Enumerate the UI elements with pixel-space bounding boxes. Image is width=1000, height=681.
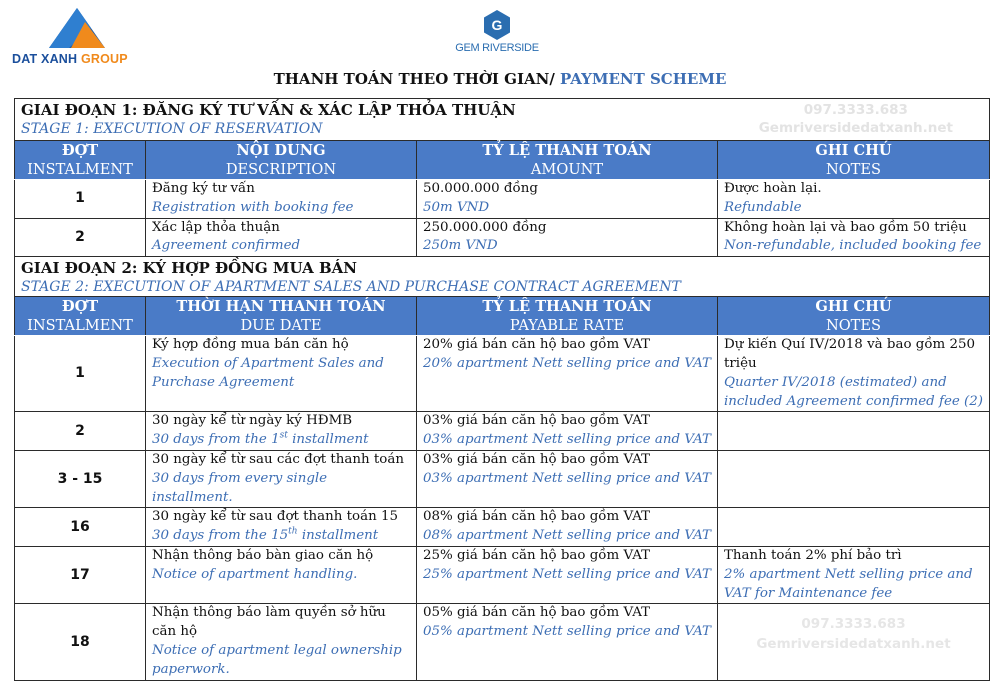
stage1-header-row bbox=[15, 141, 990, 180]
stage2-title-vn: GIAI ĐOẠN 2: KÝ HỢP ĐỒNG MUA BÁN bbox=[21, 259, 357, 278]
description-cell: Xác lập thỏa thuận Agreement confirmed bbox=[146, 218, 417, 257]
table-row bbox=[15, 546, 990, 603]
rate-cell: 05% giá bán căn hộ bao gồm VAT 05% apartment Nett selling price and VAT bbox=[417, 604, 718, 680]
notes-cell: Được hoàn lại. Refundable bbox=[718, 180, 990, 219]
due-date-cell: Nhận thông báo bàn giao căn hộ Notice of apartment handling. bbox=[146, 546, 417, 603]
header-cell: THỜI HẠN THANH TOÁN DUE DATE bbox=[146, 297, 417, 336]
header-cell: ĐỢT INSTALMENT bbox=[15, 297, 146, 336]
stage2-header-row bbox=[15, 297, 990, 336]
gem-riverside-logo bbox=[447, 10, 547, 60]
instalment-number: 16 bbox=[15, 508, 146, 547]
dat-xanh-group-logo bbox=[12, 8, 142, 68]
watermark: 097.3333.683 Gemriversidedatxanh.net bbox=[758, 102, 954, 136]
stage2-title-row bbox=[15, 257, 990, 297]
due-date-cell: 30 ngày kể từ ngày ký HĐMB 30 days from the 1st installment bbox=[146, 412, 417, 451]
instalment-number: 18 bbox=[15, 604, 146, 680]
amount-cell: 50.000.000 đồng 50m VND bbox=[417, 180, 718, 219]
amount-cell: 250.000.000 đồng 250m VND bbox=[417, 218, 718, 257]
header-cell: NỘI DUNG DESCRIPTION bbox=[146, 141, 417, 180]
instalment-number: 1 bbox=[15, 336, 146, 412]
stage1-title-vn: GIAI ĐOẠN 1: ĐĂNG KÝ TƯ VẤN & XÁC LẬP THỎA THUẬN bbox=[21, 101, 516, 119]
notes-cell: Không hoàn lại và bao gồm 50 triệu Non-refundable, included booking fee bbox=[718, 218, 990, 257]
table-row bbox=[15, 218, 990, 257]
watermark: 097.3333.683 Gemriversidedatxanh.net bbox=[756, 616, 951, 653]
header-cell: ĐỢT INSTALMENT bbox=[15, 141, 146, 180]
due-date-cell: Ký hợp đồng mua bán căn hộ Execution of Apartment Sales and Purchase Agreement bbox=[146, 336, 417, 412]
notes-cell: Dự kiến Quí IV/2018 và bao gồm 250 triệu Quarter IV/2018 (estimated) and included Agreement confirmed fee (2) bbox=[718, 336, 990, 412]
instalment-number: 1 bbox=[15, 180, 146, 219]
instalment-number: 3 - 15 bbox=[15, 450, 146, 507]
due-date-cell: Nhận thông báo làm quyền sở hữu căn hộ Notice of apartment legal ownership paperwork. bbox=[146, 604, 417, 680]
table-row bbox=[15, 604, 990, 680]
header-cell: TỶ LỆ THANH TOÁN PAYABLE RATE bbox=[417, 297, 718, 336]
rate-cell: 20% giá bán căn hộ bao gồm VAT 20% apartment Nett selling price and VAT bbox=[417, 336, 718, 412]
triangle-mountain-logo-icon bbox=[47, 8, 107, 50]
header-cell: GHI CHÚ NOTES bbox=[718, 141, 990, 180]
hexagon-g-logo-icon bbox=[483, 10, 511, 40]
header-cell: GHI CHÚ NOTES bbox=[718, 297, 990, 336]
payment-scheme-table bbox=[14, 98, 990, 681]
company-name: DAT XANH GROUP bbox=[12, 52, 128, 66]
instalment-number: 2 bbox=[15, 412, 146, 451]
notes-cell bbox=[718, 450, 990, 507]
instalment-number: 2 bbox=[15, 218, 146, 257]
header-cell: TỶ LỆ THANH TOÁN AMOUNT bbox=[417, 141, 718, 180]
rate-cell: 08% giá bán căn hộ bao gồm VAT 08% apartment Nett selling price and VAT bbox=[417, 508, 718, 547]
due-date-cell: 30 ngày kể từ sau các đợt thanh toán 30 days from every single installment. bbox=[146, 450, 417, 507]
table-row bbox=[15, 508, 990, 547]
instalment-number: 17 bbox=[15, 546, 146, 603]
notes-cell bbox=[718, 508, 990, 547]
page-title: THANH TOÁN THEO THỜI GIAN/ PAYMENT SCHEME bbox=[273, 70, 727, 88]
stage1-title-en: STAGE 1: EXECUTION OF RESERVATION bbox=[21, 121, 323, 137]
description-cell: Đăng ký tư vấn Registration with booking fee bbox=[146, 180, 417, 219]
rate-cell: 03% giá bán căn hộ bao gồm VAT 03% apartment Nett selling price and VAT bbox=[417, 412, 718, 451]
table-row bbox=[15, 412, 990, 451]
table-row bbox=[15, 180, 990, 219]
stage1-title-row bbox=[15, 99, 990, 141]
notes-cell bbox=[718, 412, 990, 451]
svg-text:G: G bbox=[491, 17, 503, 33]
table-row bbox=[15, 450, 990, 507]
stage2-title-en: STAGE 2: EXECUTION OF APARTMENT SALES AND PURCHASE CONTRACT AGREEMENT bbox=[21, 279, 681, 296]
notes-cell bbox=[718, 604, 990, 680]
table-row bbox=[15, 336, 990, 412]
rate-cell: 03% giá bán căn hộ bao gồm VAT 03% apartment Nett selling price and VAT bbox=[417, 450, 718, 507]
notes-cell: Thanh toán 2% phí bảo trì 2% apartment Nett selling price and VAT for Maintenance fee bbox=[718, 546, 990, 603]
due-date-cell: 30 ngày kể từ sau đợt thanh toán 15 30 days from the 15th installment bbox=[146, 508, 417, 547]
rate-cell: 25% giá bán căn hộ bao gồm VAT 25% apartment Nett selling price and VAT bbox=[417, 546, 718, 603]
project-name: GEM RIVERSIDE bbox=[455, 42, 539, 54]
